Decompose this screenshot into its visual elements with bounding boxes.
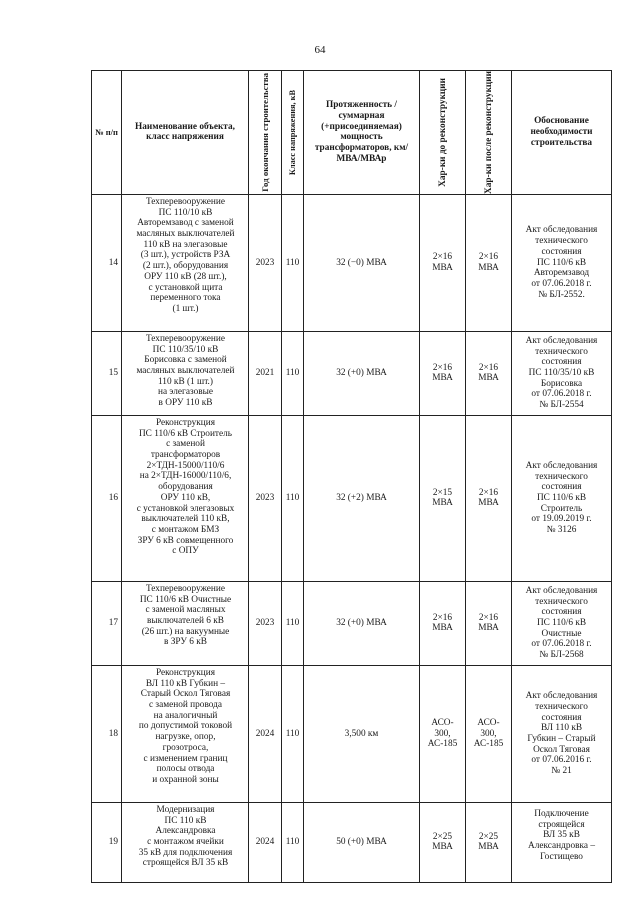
object-name-line: Борисовка с заменой (144, 355, 227, 366)
justification-line: состояния (541, 482, 582, 493)
before-line: МВА (432, 262, 453, 273)
table-row (92, 194, 612, 331)
after-cell (466, 194, 512, 331)
voltage-text: 110 (285, 837, 300, 848)
row-number-text: 17 (108, 618, 118, 629)
justification-line: Авторемзавод (533, 268, 590, 279)
justification-line: Акт обследования (525, 460, 598, 471)
before-cell (420, 581, 466, 665)
object-name-line: (26 шт.) на вакуумные (141, 626, 230, 637)
row-number-text: 15 (108, 368, 118, 379)
justification-cell (512, 665, 612, 802)
object-name-line: ПС 110/6 кВ Строитель (138, 428, 233, 439)
table-row (92, 802, 612, 882)
year-text: 2023 (255, 257, 275, 268)
before-line: 2×15 (432, 487, 453, 498)
page-number: 64 (314, 44, 326, 56)
justification-line: № БЛ-2568 (539, 650, 584, 661)
capacity-cell (304, 581, 420, 665)
after-cell (466, 331, 512, 415)
header-voltage: Класс напряжения, кВ (282, 71, 304, 195)
after-cell (466, 581, 512, 665)
justification-line: состояния (541, 357, 582, 368)
justification-line: № 3126 (546, 525, 577, 536)
object-name-line: с заменой масляных (145, 605, 226, 616)
after-cell (466, 802, 512, 882)
object-name-line: на аналогичный (153, 710, 218, 721)
object-name-line: нагрузке, опор, (155, 732, 216, 743)
row-number (92, 415, 122, 581)
before-line: МВА (432, 498, 453, 509)
object-name-line: выключателей 6 кВ (147, 616, 224, 627)
object-name-line: с установкой щита (148, 282, 223, 293)
row-number (92, 665, 122, 802)
object-name-line: с установкой элегазовых (136, 503, 235, 514)
voltage-text: 110 (285, 728, 300, 739)
capacity-cell (304, 194, 420, 331)
after-line: АСО- (477, 717, 500, 728)
table-row (92, 331, 612, 415)
capacity-cell (304, 665, 420, 802)
justification-line: состояния (541, 712, 582, 723)
justification-line: от 07.06.2018 г. (531, 278, 592, 289)
justification-line: состояния (541, 607, 582, 618)
justification-line: технического (535, 471, 588, 482)
capacity-cell (304, 802, 420, 882)
object-name-line: выключателей 110 кВ, (141, 514, 230, 525)
before-line: 300, (434, 728, 451, 739)
object-name-line: масляных выключателей (136, 229, 235, 240)
year-text: 2023 (255, 618, 275, 629)
voltage-cell (282, 802, 304, 882)
object-name-line: с изменением границ (143, 753, 228, 764)
object-name-line: 110 кВ (1 шт.) (158, 376, 213, 387)
year-text: 2024 (255, 837, 275, 848)
justification-line: ВЛ 35 кВ (543, 830, 580, 841)
object-name-line: строящейся ВЛ 35 кВ (142, 858, 229, 869)
justification-line: состояния (541, 246, 582, 257)
row-number-text: 19 (108, 837, 118, 848)
before-line: МВА (432, 842, 453, 853)
justification-line: № 21 (551, 766, 572, 777)
after-line: 2×16 (478, 487, 499, 498)
justification-line: технического (535, 596, 588, 607)
justification-line: Подключение (534, 808, 589, 819)
row-number (92, 581, 122, 665)
object-name-line: грозотроса, (162, 742, 209, 753)
capacity-cell (304, 331, 420, 415)
header-name: Наименование объекта, класс напряжения (122, 71, 249, 195)
object-name-line: 35 кВ для подключения (138, 847, 233, 858)
object-name-line: ВЛ 110 кВ Губкин – (145, 678, 226, 689)
before-line: 2×16 (432, 252, 453, 263)
justification-line: ВЛ 110 кВ (540, 723, 583, 734)
year-cell (249, 802, 282, 882)
justification-line: № БЛ-2552. (538, 289, 585, 300)
object-name-line: (1 шт.) (172, 303, 199, 314)
object-name-line: Реконструкция (155, 667, 216, 678)
before-cell (420, 194, 466, 331)
justification-line: № БЛ-2554 (539, 400, 584, 411)
year-cell (249, 415, 282, 581)
after-line: МВА (478, 842, 499, 853)
row-number-text: 18 (108, 728, 118, 739)
justification-line: технического (535, 236, 588, 247)
object-name-line: полосы отвода (156, 764, 215, 775)
year-text: 2021 (255, 368, 275, 379)
object-name-line: 110 кВ на элегазовые (143, 239, 228, 250)
object-name-line: ПС 110 кВ (164, 815, 207, 826)
capacity-text: 3,500 км (344, 728, 379, 739)
object-name-line: переменного тока (150, 293, 221, 304)
object-name-line: (3 шт.), устройств РЗА (140, 250, 231, 261)
object-name-line: Техперевооружение (145, 583, 226, 594)
voltage-text: 110 (285, 257, 300, 268)
row-number (92, 802, 122, 882)
object-name-line: с заменой провода (148, 700, 223, 711)
before-cell (420, 802, 466, 882)
object-name-line: Авторемзавод с заменой (137, 218, 234, 229)
object-name (122, 194, 249, 331)
before-line: МВА (432, 623, 453, 634)
object-name-line: ПС 110/6 кВ Очистные (139, 594, 232, 605)
table-row (92, 665, 612, 802)
voltage-text: 110 (285, 368, 300, 379)
object-name-line: в ОРУ 110 кВ (158, 398, 213, 409)
justification-line: технического (535, 346, 588, 357)
justification-line: ПС 110/6 кВ (536, 493, 587, 504)
before-line: 2×16 (432, 612, 453, 623)
object-name-line: с ОПУ (172, 546, 199, 557)
object-name-line: Модернизация (156, 804, 215, 815)
justification-cell (512, 331, 612, 415)
year-cell (249, 194, 282, 331)
voltage-text: 110 (285, 618, 300, 629)
after-cell (466, 665, 512, 802)
object-name-line: с заменой (166, 439, 205, 450)
justification-line: Гостищево (540, 851, 583, 862)
after-cell (466, 415, 512, 581)
table-header-row (92, 71, 612, 195)
object-name-line: Техперевооружение (145, 196, 226, 207)
object-name-line: Александровка (155, 826, 216, 837)
voltage-cell (282, 415, 304, 581)
object-name-line: Техперевооружение (145, 333, 226, 344)
year-cell (249, 581, 282, 665)
object-name-line: на 2×ТДН-16000/110/6, (139, 471, 232, 482)
object-name (122, 331, 249, 415)
object-name (122, 665, 249, 802)
object-name-line: ОРУ 110 кВ (28 шт.), (144, 271, 227, 282)
justification-line: строящейся (538, 819, 585, 830)
justification-line: ПС 110/6 кВ (536, 618, 587, 629)
object-name-line: по допустимой токовой (138, 721, 233, 732)
after-line: МВА (478, 373, 499, 384)
year-text: 2024 (255, 728, 275, 739)
object-name-line: ОРУ 110 кВ, (160, 492, 211, 503)
justification-line: Александровка – (528, 841, 595, 852)
before-cell (420, 331, 466, 415)
object-name-line: с монтажом ячейки (147, 837, 224, 848)
object-name-line: ПС 110/10 кВ (158, 207, 213, 218)
justification-line: Оскол Тяговая (533, 744, 590, 755)
object-name-line: трансформаторов (150, 450, 221, 461)
object-name-line: ЗРУ 6 кВ совмещенного (137, 535, 234, 546)
object-name-line: 2×ТДН-15000/110/6 (146, 460, 225, 471)
after-line: 2×25 (478, 831, 499, 842)
justification-line: Акт обследования (525, 691, 598, 702)
object-name-line: ПС 110/35/10 кВ (152, 344, 219, 355)
voltage-cell (282, 331, 304, 415)
object-name (122, 802, 249, 882)
after-line: 2×16 (478, 362, 499, 373)
justification-cell (512, 802, 612, 882)
justification-line: ПС 110/6 кВ (536, 257, 587, 268)
row-number (92, 194, 122, 331)
voltage-cell (282, 194, 304, 331)
before-line: МВА (432, 373, 453, 384)
justification-cell (512, 194, 612, 331)
after-line: МВА (478, 623, 499, 634)
object-name-line: Старый Оскол Тяговая (140, 689, 231, 700)
voltage-text: 110 (285, 493, 300, 504)
justification-line: Акт обследования (525, 225, 598, 236)
year-text: 2023 (255, 493, 275, 504)
header-num: № п/п (92, 71, 122, 195)
header-justification: Обоснование необходимости строительства (512, 71, 612, 195)
justification-line: Акт обследования (525, 585, 598, 596)
row-number-text: 16 (108, 493, 118, 504)
year-cell (249, 665, 282, 802)
object-name-line: масляных выключателей (136, 366, 235, 377)
year-cell (249, 331, 282, 415)
table-row (92, 415, 612, 581)
justification-line: Очистные (541, 628, 582, 639)
before-cell (420, 415, 466, 581)
justification-line: от 07.06.2016 г. (531, 755, 592, 766)
header-year: Год окончания строительства (249, 71, 282, 195)
object-name-line: и охранной зоны (152, 774, 219, 785)
header-after: Хар-ки после реконструкции (466, 71, 512, 195)
object-name-line: (2 шт.), оборудования (142, 261, 229, 272)
construction-table (91, 70, 612, 883)
after-line: 2×16 (478, 252, 499, 263)
header-length: Протяженность / суммарная (+присоединяемая) мощность трансформаторов, км/МВА/МВАр (304, 71, 420, 195)
row-number-text: 14 (108, 257, 118, 268)
before-line: 2×25 (432, 831, 453, 842)
voltage-cell (282, 581, 304, 665)
header-before: Хар-ки до реконструкции (420, 71, 466, 195)
after-line: МВА (478, 262, 499, 273)
object-name-line: на элегазовые (158, 387, 213, 398)
voltage-cell (282, 665, 304, 802)
after-line: АС-185 (473, 739, 504, 750)
justification-line: Строитель (540, 503, 583, 514)
justification-cell (512, 415, 612, 581)
capacity-text: 32 (+0) МВА (336, 368, 387, 379)
before-line: АСО- (431, 717, 454, 728)
capacity-cell (304, 415, 420, 581)
object-name-line: в ЗРУ 6 кВ (164, 637, 207, 648)
justification-line: от 07.06.2018 г. (531, 389, 592, 400)
justification-line: Акт обследования (525, 335, 598, 346)
justification-line: от 07.06.2018 г. (531, 639, 592, 650)
before-line: 2×16 (432, 362, 453, 373)
justification-line: ПС 110/35/10 кВ (528, 368, 595, 379)
capacity-text: 32 (+0) МВА (336, 618, 387, 629)
justification-line: от 19.09.2019 г. (531, 514, 592, 525)
after-line: 2×16 (478, 612, 499, 623)
object-name (122, 415, 249, 581)
justification-line: технического (535, 701, 588, 712)
before-line: АС-185 (427, 739, 458, 750)
row-number (92, 331, 122, 415)
after-line: МВА (478, 498, 499, 509)
justification-cell (512, 581, 612, 665)
capacity-text: 50 (+0) МВА (336, 837, 387, 848)
after-line: 300, (480, 728, 497, 739)
justification-line: Губкин – Старый (527, 733, 596, 744)
capacity-text: 32 (+2) МВА (336, 493, 387, 504)
object-name-line: оборудования (158, 482, 213, 493)
object-name (122, 581, 249, 665)
capacity-text: 32 (−0) МВА (336, 257, 387, 268)
justification-line: Борисовка (540, 378, 583, 389)
before-cell (420, 665, 466, 802)
object-name-line: Реконструкция (155, 417, 216, 428)
object-name-line: с монтажом БМЗ (151, 524, 220, 535)
table-row (92, 581, 612, 665)
